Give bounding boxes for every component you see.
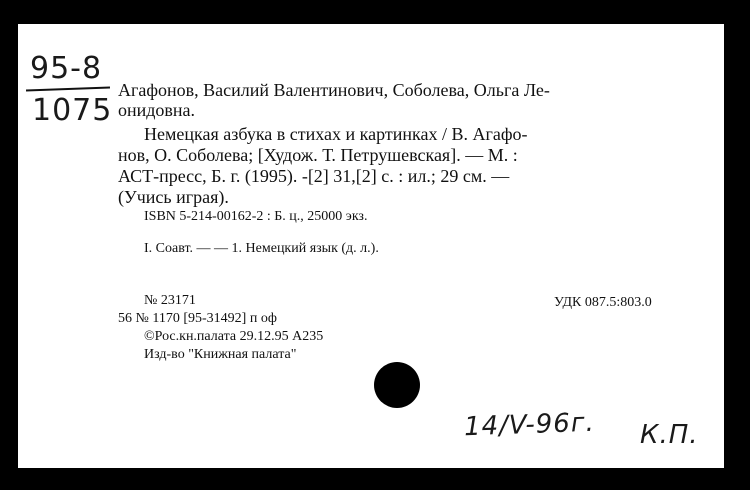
- title-line-1: Немецкая азбука в стихах и картинках / В. Агафо-: [144, 124, 528, 144]
- title-line-4: (Учись играя).: [118, 187, 229, 207]
- punch-hole: [374, 362, 420, 408]
- udc-code: УДК 087.5:803.0: [554, 295, 652, 310]
- handwritten-initials: К.П.: [640, 420, 699, 450]
- shelf-code-top: 95-8: [30, 51, 103, 86]
- subjects-line: I. Соавт. — — 1. Немецкий язык (д. л.).: [144, 241, 379, 256]
- heading-line-2: онидовна.: [118, 100, 196, 120]
- heading-line-1: Агафонов, Василий Валентинович, Соболева, Ольга Ле-: [118, 80, 550, 100]
- isbn-line: ISBN 5-214-00162-2 : Б. ц., 25000 экз.: [144, 209, 368, 224]
- shelf-code-divider: [26, 87, 110, 92]
- handwritten-date: 14/V-96г.: [463, 407, 596, 443]
- registry-number: № 23171: [144, 293, 196, 308]
- title-line-2: нов, О. Соболева; [Худож. Т. Петрушевская]. — М. :: [118, 145, 518, 165]
- book-chamber-line: ©Рос.кн.палата 29.12.95 А235: [144, 329, 324, 344]
- publisher-line: Изд-во "Книжная палата": [144, 347, 297, 362]
- title-line-3: АСТ-пресс, Б. г. (1995). -[2] 31,[2] с. : ил.; 29 см. —: [118, 166, 510, 186]
- catalog-card: [18, 24, 724, 468]
- order-line: 56 № 1170 [95-31492] п оф: [118, 311, 277, 326]
- shelf-code-bottom: 1075: [32, 93, 113, 128]
